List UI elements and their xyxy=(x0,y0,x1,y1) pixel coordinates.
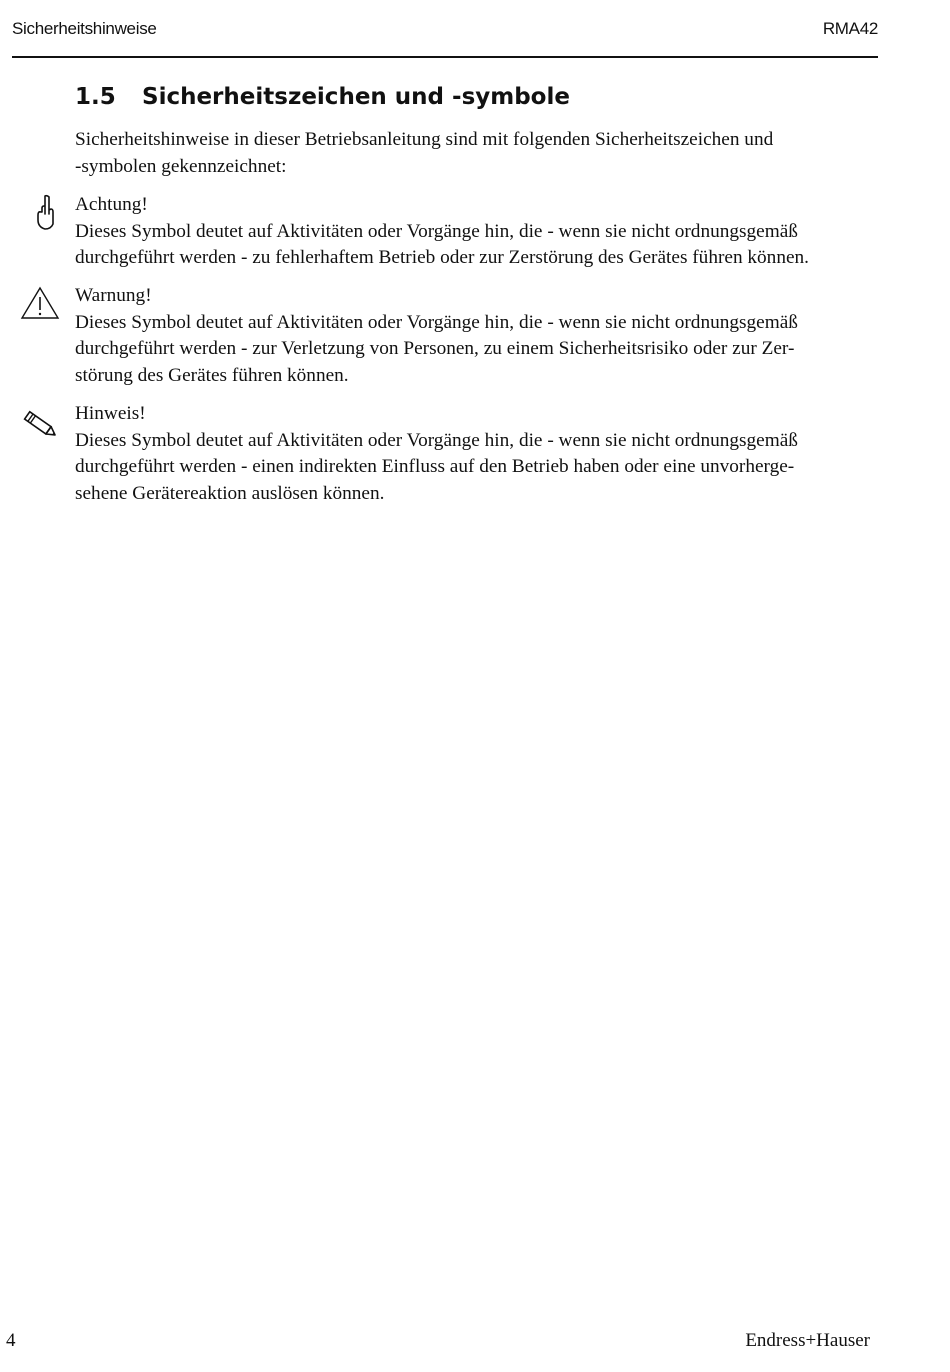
notice-line: sehene Gerätereaktion auslösen können. xyxy=(75,482,385,504)
page-header xyxy=(12,16,878,44)
pointing-hand-icon xyxy=(18,194,62,234)
intro-line: -symbolen gekennzeichnet: xyxy=(75,155,287,177)
notice-line: durchgeführt werden - einen indirekten Einfluss auf den Betrieb haben oder eine unvorherge- xyxy=(75,456,795,477)
header-divider xyxy=(12,56,878,58)
intro-paragraph xyxy=(75,127,885,180)
notice-title: Achtung! xyxy=(75,194,148,215)
notice-line: Dieses Symbol deutet auf Aktivitäten oder Vorgänge hin, die - wenn sie nicht ordnungsgemäß xyxy=(75,311,798,333)
notice-line: durchgeführt werden - zu fehlerhaftem Betrieb oder zur Zerstörung des Gerätes führen können. xyxy=(75,247,809,268)
intro-line: Sicherheitshinweise in dieser Betriebsanleitung sind mit folgenden Sicherheitszeichen und xyxy=(75,129,774,150)
page-number: 4 xyxy=(6,1330,16,1351)
notice-line: durchgeführt werden - zur Verletzung von Personen, zu einem Sicherheitsrisiko oder zur Zer- xyxy=(75,338,795,359)
footer-brand: Endress+Hauser xyxy=(745,1330,870,1351)
header-product-name: RMA42 xyxy=(822,19,878,38)
notice-body xyxy=(75,401,885,507)
section-title: Sicherheitszeichen und -symbole xyxy=(142,84,570,110)
section-heading xyxy=(75,84,570,110)
pencil-icon xyxy=(18,405,62,445)
section-number: 1.5 xyxy=(75,84,116,110)
notice-title: Warnung! xyxy=(75,285,152,306)
notice-line: Dieses Symbol deutet auf Aktivitäten oder Vorgänge hin, die - wenn sie nicht ordnungsgemäß xyxy=(75,220,798,242)
notice-line: Dieses Symbol deutet auf Aktivitäten oder Vorgänge hin, die - wenn sie nicht ordnungsgemäß xyxy=(75,429,798,451)
notice-body xyxy=(75,283,885,389)
notice-line: störung des Gerätes führen können. xyxy=(75,364,349,386)
notice-body xyxy=(75,192,885,272)
warning-triangle-icon xyxy=(18,285,62,325)
header-section-name: Sicherheitshinweise xyxy=(12,19,157,38)
notice-title: Hinweis! xyxy=(75,403,146,424)
